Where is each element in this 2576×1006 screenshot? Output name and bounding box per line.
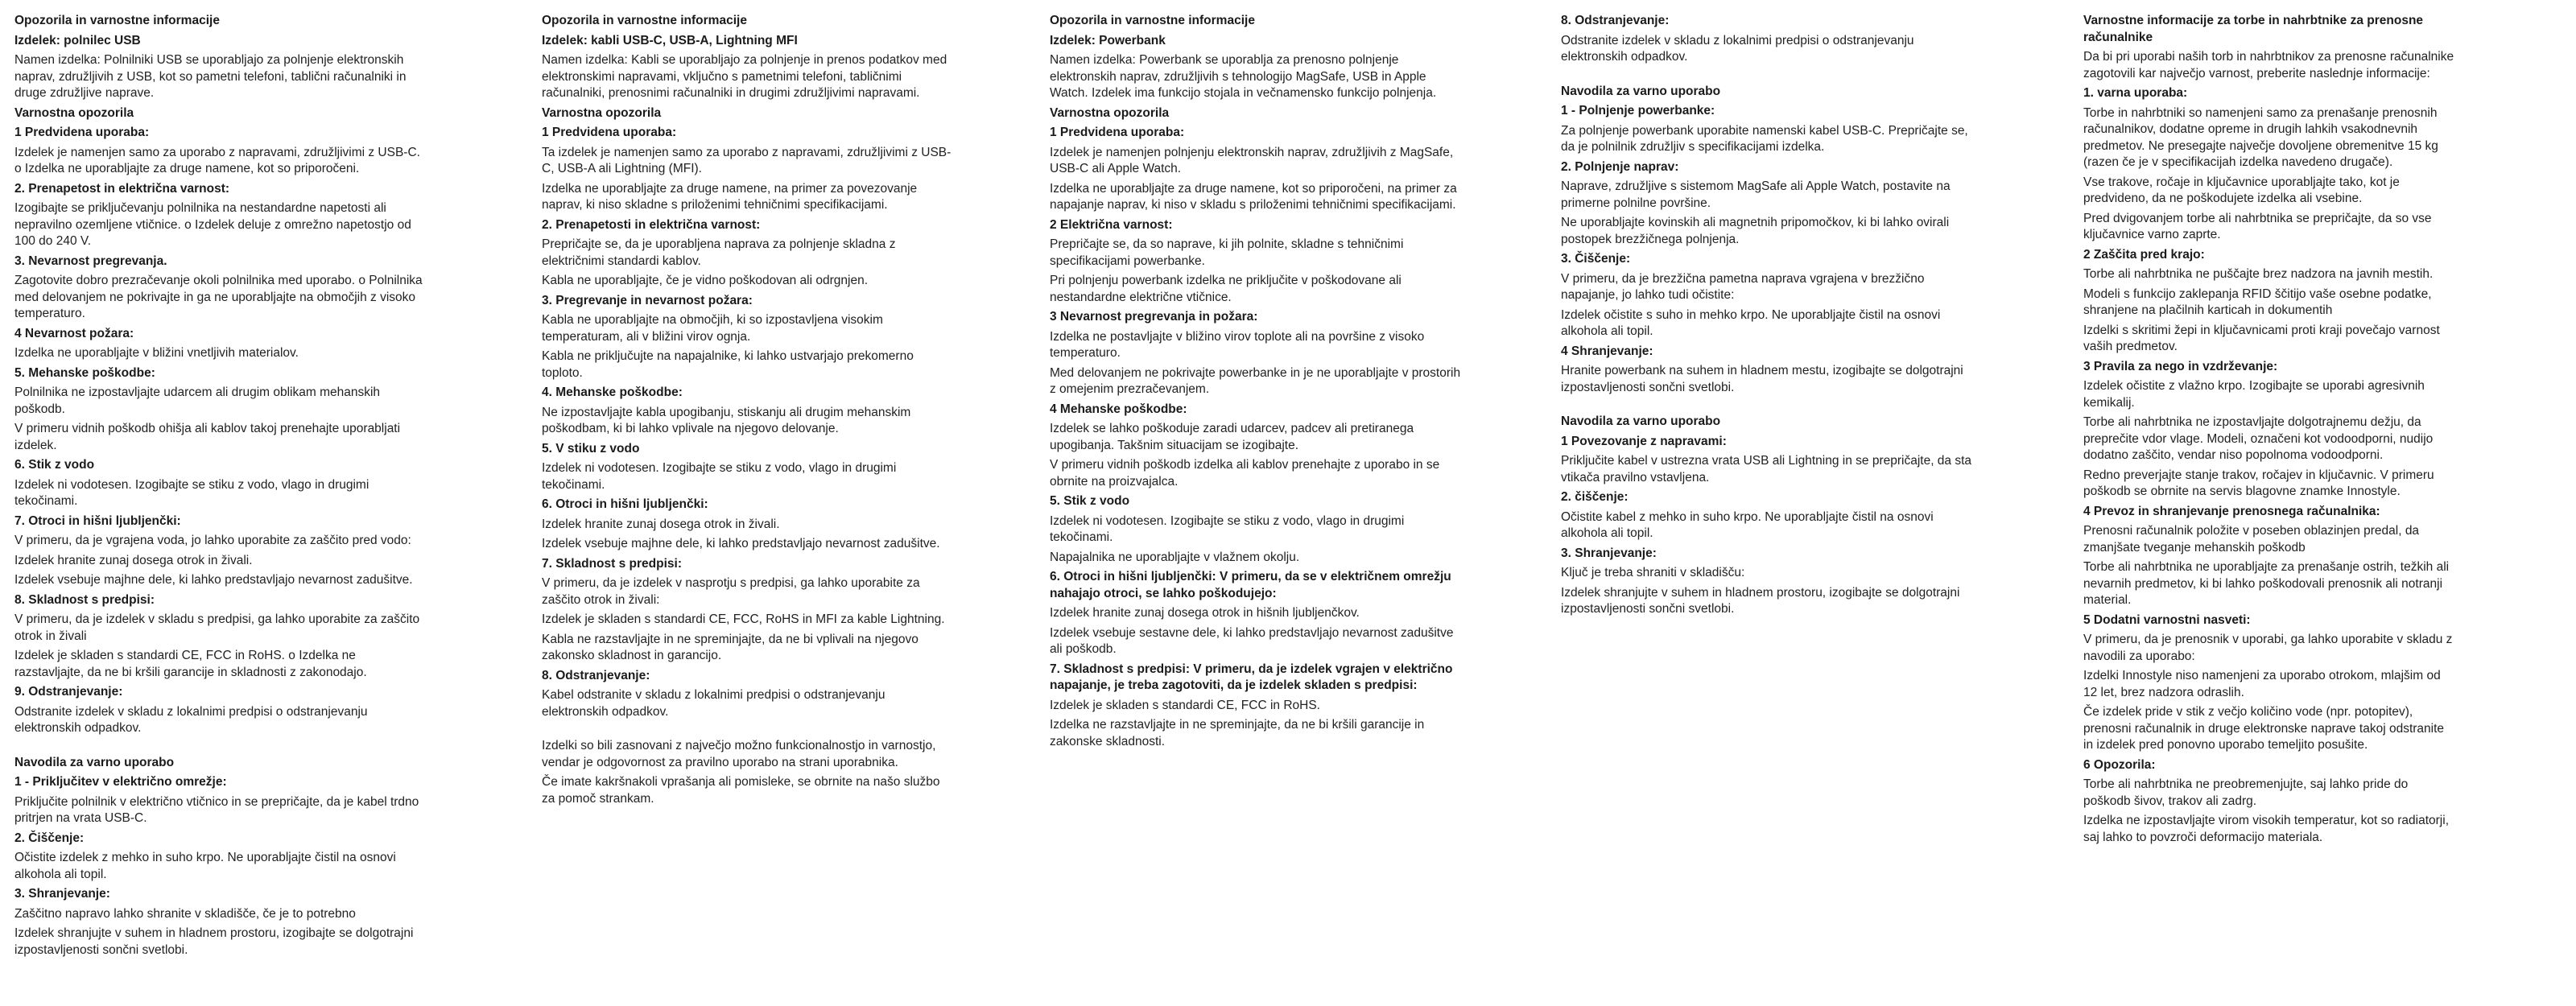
section-heading: 3. Pregrevanje in nevarnost požara:: [542, 293, 753, 307]
section-heading: 7. Skladnost s predpisi: V primeru, da je izdelek vgrajen v električno napajanje, je treba zagotoviti, da je izdelek skladen s predpisi:: [1050, 662, 1453, 692]
paragraph: V primeru vidnih poškodb izdelka ali kablov prenehajte z uporabo in se obrnite na proizvajalca.: [1050, 458, 1440, 489]
section-heading: 2. Čiščenje:: [14, 831, 85, 845]
paragraph: Prepričajte se, da je uporabljena naprava za polnjenje skladna z električnimi standardi kablov.: [542, 237, 896, 268]
paragraph: Izdelka ne uporabljajte za druge namene, na primer za povezovanje naprav, ki niso skladne s priloženimi tehničnimi specifikacijami.: [542, 181, 918, 212]
paragraph: Izdelka ne izpostavljajte virom visokih temperatur, kot so radiatorji, saj lahko to povzroči deformacijo materiala.: [2083, 814, 2450, 844]
section-heading: 1 Povezovanje z napravami:: [1561, 434, 1727, 448]
paragraph: Da bi pri uporabi naših torb in nahrbtnikov za prenosne računalnike zagotovili kar največjo varnost, preberite naslednje informacije:: [2083, 50, 2454, 80]
section-heading: 6. Otroci in hišni ljubljenčki: V primeru, da se v električnem omrežju nahajajo otroci, se lahko poškodujejo:: [1050, 570, 1451, 600]
paragraph: Izdelka ne uporabljajte za druge namene, kot so priporočeni, na primer za napajanje naprav, ki niso v skladu s priloženimi tehničnimi specifikacijami.: [1050, 181, 1457, 212]
section-heading: Navodila za varno uporabo: [14, 755, 175, 769]
section-heading: 5. Stik z vodo: [1050, 494, 1130, 508]
paragraph: Ta izdelek je namenjen samo za uporabo z napravami, združljivimi z USB-C, USB-A ali Lightning (MFI).: [542, 145, 952, 175]
section-heading: 3. Shranjevanje:: [1561, 546, 1657, 560]
paragraph: Izdelka ne razstavljajte in ne spreminjajte, da ne bi kršili garancije in zakonske skladnosti.: [1050, 718, 1425, 748]
section-heading: 1 Predvidena uporaba:: [1050, 126, 1185, 139]
paragraph: Kabla ne priključujte na napajalnike, ki lahko ustvarjajo prekomerno toploto.: [542, 349, 914, 380]
paragraph: Izdelki s skritimi žepi in ključavnicami proti kraji povečajo varnost vaših predmetov.: [2083, 323, 2440, 353]
section-heading: 4. Mehanske poškodbe:: [542, 385, 683, 399]
paragraph: Ključ je treba shraniti v skladišču:: [1561, 566, 1745, 579]
section-heading: Varnostna opozorila: [1050, 105, 1170, 120]
section-heading: 1 - Priključitev v električno omrežje:: [14, 775, 227, 789]
paragraph: Izdelek je skladen s standardi CE, FCC in RoHS.: [1050, 698, 1320, 712]
paragraph: Prepričajte se, da so naprave, ki jih polnite, skladne s tehničnimi specifikacijami powerbanke.: [1050, 237, 1404, 268]
paragraph: Izdelka ne uporabljajte v bližini vnetljivih materialov.: [14, 346, 299, 360]
paragraph: Izdelek je skladen s standardi CE, FCC, RoHS in MFI za kable Lightning.: [542, 612, 945, 626]
paragraph: Redno preverjajte stanje trakov, ročajev in ključavnic. V primeru poškodb se obrnite na servis blagovne znamke Innostyle.: [2083, 468, 2434, 498]
section-heading: 1 - Polnjenje powerbanke:: [1561, 104, 1715, 118]
paragraph: Kabla ne razstavljajte in ne spreminjajte, da ne bi vplivali na njegovo zakonsko skladnost in garancijo.: [542, 632, 919, 662]
paragraph: Prenosni računalnik položite v poseben oblazinjen predal, da zmanjšate tveganje mehanskih poškodb: [2083, 524, 2420, 555]
section-heading: 3 Pravila za nego in vzdrževanje:: [2083, 359, 2278, 373]
paragraph: Izdelek shranjujte v suhem in hladnem prostoru, izogibajte se dolgotrajni izpostavljenosti sončni svetlobi.: [1561, 585, 1960, 616]
paragraph: Očistite izdelek z mehko in suho krpo. Ne uporabljajte čistil na osnovi alkohola ali topil.: [14, 851, 396, 881]
section-heading: 5. V stiku z vodo: [542, 441, 640, 456]
paragraph: Za polnjenje powerbank uporabite namenski kabel USB-C. Prepričajte se, da je polnilnik združljiv s specifikacijami izdelka.: [1561, 123, 1968, 154]
paragraph: Namen izdelka: Powerbank se uporablja za prenosno polnjenje elektronskih naprav, združljivih s tehnologijo MagSafe, USB in Apple Watch. Izdelek ima funkcijo stojala in večnamensko funkcijo polnjenja.: [1050, 53, 1437, 100]
paragraph: Kabla ne uporabljajte na območjih, ki so izpostavljena visokim temperaturam, ali v bližini virov ognja.: [542, 313, 883, 344]
paragraph: Odstranite izdelek v skladu z lokalnimi predpisi o odstranjevanju elektronskih odpadkov.: [14, 704, 368, 735]
section-heading: Opozorila in varnostne informacije: [14, 14, 220, 27]
paragraph: Ne uporabljajte kovinskih ali magnetnih pripomočkov, ki bi lahko ovirali postopek brezžičnega polnjenja.: [1561, 216, 1950, 246]
paragraph: Pred dvigovanjem torbe ali nahrbtnika se prepričajte, da so vse ključavnice varno zaprte.: [2083, 211, 2432, 241]
paragraph: Polnilnika ne izpostavljajte udarcem ali drugim oblikam mehanskih poškodb.: [14, 385, 381, 416]
section-heading: 1 Predvidena uporaba:: [542, 126, 677, 139]
section-heading: Navodila za varno uporabo: [1561, 414, 1721, 428]
section-heading: 3. Čiščenje:: [1561, 252, 1631, 266]
section-heading: 4 Mehanske poškodbe:: [1050, 402, 1187, 416]
paragraph: V primeru, da je izdelek v nasprotju s predpisi, ga lahko uporabite za zaščito otrok in živali:: [542, 576, 920, 607]
paragraph: V primeru vidnih poškodb ohišja ali kablov takoj prenehajte uporabljati izdelek.: [14, 422, 401, 452]
paragraph: Ne izpostavljajte kabla upogibanju, stiskanju ali drugim mehanskim poškodbam, ki bi lahko vplivale na njegovo delovanje.: [542, 405, 911, 435]
section-heading: Opozorila in varnostne informacije: [1050, 14, 1255, 27]
column-cables: [542, 10, 954, 810]
section-heading: Varnostna opozorila: [542, 105, 662, 120]
section-heading: 8. Odstranjevanje:: [1561, 14, 1670, 27]
paragraph: Zaščitno napravo lahko shranite v skladišče, če je to potrebno: [14, 906, 356, 921]
section-heading: Varnostne informacije za torbe in nahrbtnike za prenosne računalnike: [2083, 14, 2424, 44]
paragraph: Vse trakove, ročaje in ključavnice uporabljajte tako, kot je predvideno, da ne poškodujete izdelka ali vsebine.: [2083, 175, 2400, 205]
section-heading: 2 Električna varnost:: [1050, 217, 1173, 232]
paragraph: Izdelek je skladen s standardi CE, FCC in RoHS. o Izdelka ne razstavljajte, da ne bi kršili garancije in skladnosti z zakonodajo.: [14, 649, 367, 679]
paragraph: Izdelek hranite zunaj dosega otrok in živali.: [14, 553, 253, 567]
column-powerbank: [1050, 10, 1462, 753]
paragraph: Torbe ali nahrbtnika ne preobremenjujte, saj lahko pride do poškodb šivov, trakov ali zadrg.: [2083, 777, 2409, 808]
paragraph: Izdelek vsebuje sestavne dele, ki lahko predstavljajo nevarnost zadušitve ali poškodb.: [1050, 625, 1454, 656]
paragraph: V primeru, da je izdelek v skladu s predpisi, ga lahko uporabite za zaščito otrok in živali: [14, 612, 420, 643]
paragraph: Izdelek je namenjen samo za uporabo z napravami, združljivimi z USB-C. o Izdelka ne uporabljajte za druge namene, kot so priporočeni.: [14, 145, 420, 175]
section-heading: 4 Shranjevanje:: [1561, 344, 1653, 358]
paragraph: Če izdelek pride v stik z večjo količino vode (npr. potopitev), prenosni računalnik in druge elektronske naprave takoj odstranite in izdelek pred ponovno uporabo temeljito posušite.: [2083, 705, 2445, 752]
section-heading: 5 Dodatni varnostni nasveti:: [2083, 612, 2251, 627]
paragraph: Izdelek očistite z vlažno krpo. Izogibajte se uporabi agresivnih kemikalij.: [2083, 379, 2425, 410]
column-laptop-bags: [2083, 10, 2457, 849]
paragraph: Kabla ne uporabljajte, če je vidno poškodovan ali odrgnjen.: [542, 274, 869, 287]
section-heading: 7. Skladnost s predpisi:: [542, 556, 682, 571]
paragraph: Torbe ali nahrbtnika ne izpostavljajte dolgotrajnemu dežju, da preprečite vdor vlage. Modeli, označeni kot vodoodporni, nudijo dodatno zaščito, vendar niso popolnoma vodoodporni.: [2083, 415, 2434, 462]
paragraph: Izdelki so bili zasnovani z največjo možno funkcionalnostjo in varnostjo, vendar je odgovornost za pravilno uporabo na strani uporabnika.: [542, 739, 936, 769]
section-heading: Navodila za varno uporabo: [1561, 84, 1721, 98]
section-heading: 3. Nevarnost pregrevanja.: [14, 254, 167, 268]
paragraph: Izdelek ni vodotesen. Izogibajte se stiku z vodo, vlago in drugimi tekočinami.: [1050, 513, 1405, 544]
section-heading: 4 Nevarnost požara:: [14, 326, 134, 340]
paragraph: Izdelek se lahko poškoduje zaradi udarcev, padcev ali pretiranega upogibanja. Takšnim situacijam se izogibajte.: [1050, 422, 1414, 452]
paragraph: Izdelka ne postavljajte v bližino virov toplote ali na površine z visoko temperaturo.: [1050, 329, 1425, 360]
section-spacer: [542, 724, 954, 735]
paragraph: Hranite powerbank na suhem in hladnem mestu, izogibajte se dolgotrajni izpostavljenosti sončni svetlobi.: [1561, 364, 1963, 394]
section-heading: Izdelek: kabli USB-C, USB-A, Lightning MFI: [542, 33, 798, 47]
section-heading: 5. Mehanske poškodbe:: [14, 365, 155, 380]
paragraph: Torbe in nahrbtniki so namenjeni samo za prenašanje prenosnih računalnikov, dodatne opreme in drugih lahkih vsakodnevnih predmetov. Ne presegajte največje dovoljene obremenitve 15 kg (razen če je v specifikacijah izdelka navedeno drugače).: [2083, 105, 2438, 169]
paragraph: Priključite polnilnik v električno vtičnico in se prepričajte, da je kabel trdno pritrjen na vrata USB-C.: [14, 794, 419, 825]
section-heading: 7. Otroci in hišni ljubljenčki:: [14, 513, 181, 528]
paragraph: Kabel odstranite v skladu z lokalnimi predpisi o odstranjevanju elektronskih odpadkov.: [542, 688, 886, 719]
section-heading: Izdelek: polnilec USB: [14, 33, 141, 47]
paragraph: Izogibajte se priključevanju polnilnika na nestandardne napetosti ali nepravilno ozemljene vtičnice. o Izdelek deluje z omrežno napetostjo od 100 do 240 V.: [14, 201, 411, 248]
section-heading: 4 Prevoz in shranjevanje prenosnega računalnika:: [2083, 504, 2380, 518]
section-spacer: [14, 740, 427, 752]
paragraph: Izdelek vsebuje majhne dele, ki lahko predstavljajo nevarnost zadušitve.: [542, 537, 940, 550]
section-heading: 1. varna uporaba:: [2083, 86, 2188, 100]
section-heading: 2. čiščenje:: [1561, 490, 1629, 504]
paragraph: Torbe ali nahrbtnika ne puščajte brez nadzora na javnih mestih.: [2083, 267, 2434, 281]
section-spacer: [1561, 69, 1973, 80]
column-usb-charger: [14, 10, 427, 962]
paragraph: Namen izdelka: Polnilniki USB se uporabljajo za polnjenje elektronskih naprav, združljivih z USB, kot so pametni telefoni, tablični računalniki in druge združljive naprave.: [14, 53, 407, 100]
section-heading: 8. Skladnost s predpisi:: [14, 592, 155, 607]
paragraph: Izdelek shranjujte v suhem in hladnem prostoru, izogibajte se dolgotrajni izpostavljenosti sončni svetlobi.: [14, 926, 414, 957]
section-heading: Opozorila in varnostne informacije: [542, 14, 747, 27]
paragraph: Očistite kabel z mehko in suho krpo. Ne uporabljajte čistil na osnovi alkohola ali topil.: [1561, 509, 1934, 540]
section-heading: 2. Prenapetost in električna varnost:: [14, 181, 230, 196]
section-heading: Varnostna opozorila: [14, 105, 134, 120]
paragraph: Izdelek vsebuje majhne dele, ki lahko predstavljajo nevarnost zadušitve.: [14, 573, 413, 587]
paragraph: Torbe ali nahrbtnika ne uporabljajte za prenašanje ostrih, težkih ali nevarnih predmetov, ki bi lahko poškodovali prenosnik ali notranji material.: [2083, 560, 2450, 607]
section-heading: 3. Shranjevanje:: [14, 887, 110, 901]
section-heading: 8. Odstranjevanje:: [542, 668, 650, 682]
paragraph: Izdelki Innostyle niso namenjeni za uporabo otrokom, mlajšim od 12 let, brez nadzora odraslih.: [2083, 669, 2441, 699]
paragraph: Zagotovite dobro prezračevanje okoli polnilnika med uporabo. o Polnilnika med delovanjem ne pokrivajte in ga ne uporabljajte na območjih z visoko temperaturo.: [14, 274, 423, 320]
section-heading: 3 Nevarnost pregrevanja in požara:: [1050, 310, 1258, 324]
section-heading: 6. Stik z vodo: [14, 458, 95, 472]
column-powerbank-usage: [1561, 10, 1973, 621]
paragraph: Izdelek ni vodotesen. Izogibajte se stiku z vodo, vlago in drugimi tekočinami.: [14, 477, 369, 508]
section-heading: 6. Otroci in hišni ljubljenčki:: [542, 497, 708, 511]
paragraph: Izdelek hranite zunaj dosega otrok in živali.: [542, 517, 780, 531]
section-spacer: [1561, 399, 1973, 410]
paragraph: Napajalnika ne uporabljajte v vlažnem okolju.: [1050, 550, 1300, 564]
paragraph: Namen izdelka: Kabli se uporabljajo za polnjenje in prenos podatkov med elektronskimi napravami, vključno s pametnimi telefoni, tabličnimi računalniki, prenosnimi računalniki in drugimi združljivimi napravami.: [542, 53, 947, 100]
section-heading: 2. Polnjenje naprav:: [1561, 159, 1679, 174]
paragraph: Izdelek hranite zunaj dosega otrok in hišnih ljubljenčkov.: [1050, 606, 1360, 620]
paragraph: Izdelek očistite s suho in mehko krpo. Ne uporabljajte čistil na osnovi alkohola ali topil.: [1561, 307, 1941, 338]
section-heading: 6 Opozorila:: [2083, 757, 2156, 772]
paragraph: Naprave, združljive s sistemom MagSafe ali Apple Watch, postavite na primerne polnilne površine.: [1561, 179, 1951, 210]
paragraph: Priključite kabel v ustrezna vrata USB ali Lightning in se prepričajte, da sta vtikača pravilno vstavljena.: [1561, 454, 1972, 484]
paragraph: Če imate kakršnakoli vprašanja ali pomisleke, se obrnite na našo službo za pomoč strankam.: [542, 775, 940, 806]
paragraph: Izdelek ni vodotesen. Izogibajte se stiku z vodo, vlago in drugimi tekočinami.: [542, 461, 897, 492]
paragraph: Odstranite izdelek v skladu z lokalnimi predpisi o odstranjevanju elektronskih odpadkov.: [1561, 33, 1914, 64]
paragraph: Med delovanjem ne pokrivajte powerbanke in je ne uporabljajte v prostorih z omejenim prezračevanjem.: [1050, 365, 1461, 396]
section-heading: 2. Prenapetosti in električna varnost:: [542, 217, 761, 232]
section-heading: 2 Zaščita pred krajo:: [2083, 247, 2205, 262]
section-heading: 9. Odstranjevanje:: [14, 685, 123, 699]
paragraph: Modeli s funkcijo zaklepanja RFID ščitijo vaše osebne podatke, shranjene na plačilnih karticah in dokumentih: [2083, 287, 2432, 317]
paragraph: V primeru, da je vgrajena voda, jo lahko uporabite za zaščito pred vodo:: [14, 534, 411, 547]
paragraph: Izdelek je namenjen polnjenju elektronskih naprav, združljivih z MagSafe, USB-C ali Apple Watch.: [1050, 145, 1454, 175]
section-heading: Izdelek: Powerbank: [1050, 33, 1166, 47]
section-heading: 1 Predvidena uporaba:: [14, 126, 150, 139]
paragraph: Pri polnjenju powerbank izdelka ne priključite v poškodovane ali nestandardne električne vtičnice.: [1050, 274, 1402, 304]
paragraph: V primeru, da je prenosnik v uporabi, ga lahko uporabite v skladu z navodili za uporabo:: [2083, 633, 2453, 663]
paragraph: V primeru, da je brezžična pametna naprava vgrajena v brezžično napajanje, jo lahko tudi očistite:: [1561, 271, 1925, 302]
